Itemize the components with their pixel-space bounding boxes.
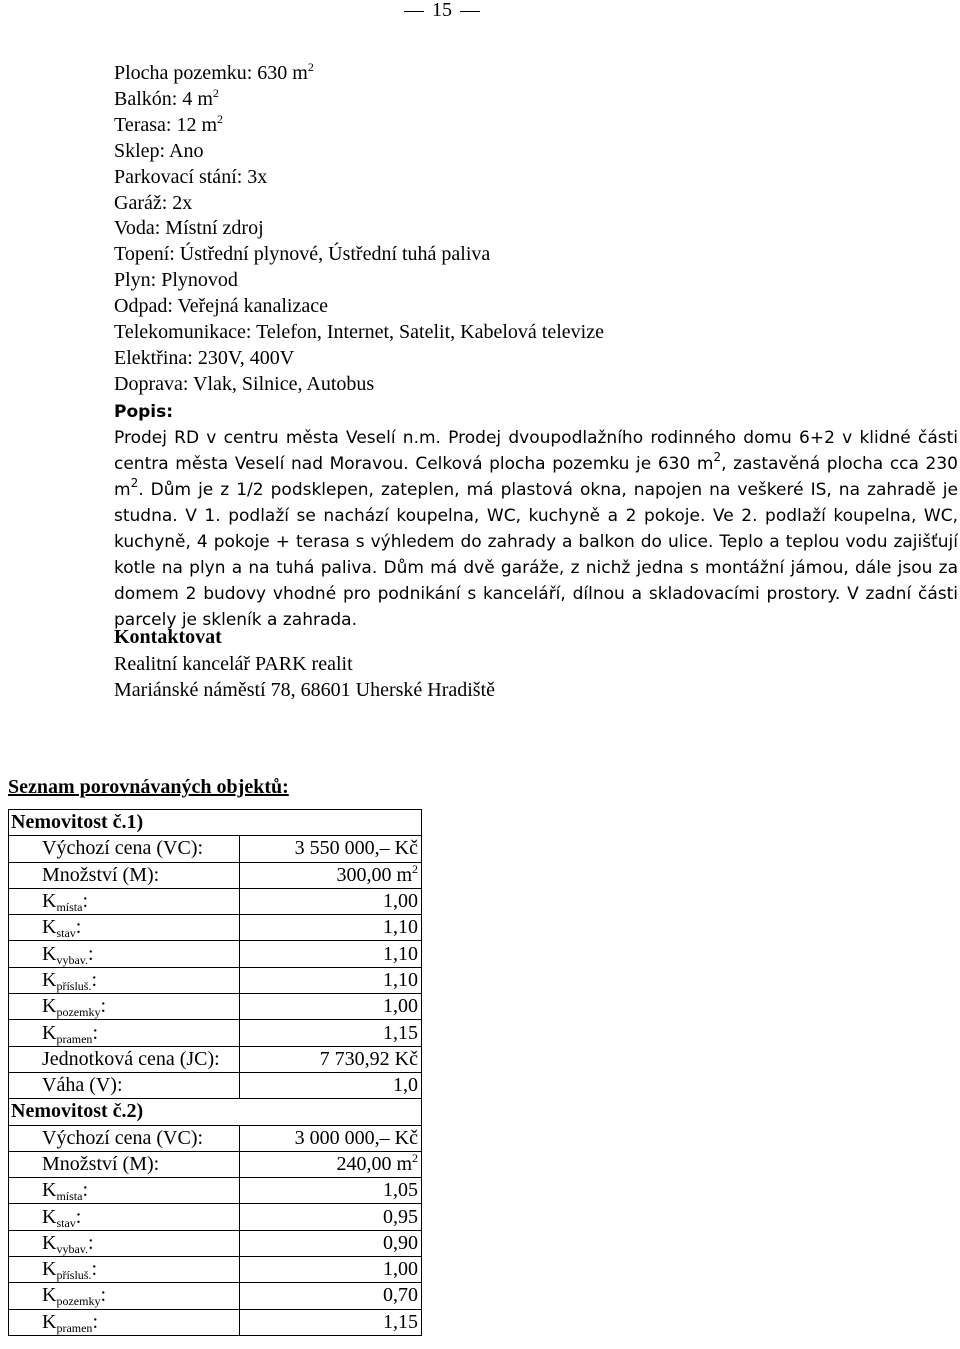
description-part-3: . Dům je z 1/2 podsklepen, zateplen, má plastová okna, napojen na veškeré IS, na zahradě je studna. V 1. podlaží se nachází koupelna, WC, kuchyně a 2 pokoje. Ve 2. podlaží koupelna, WC, kuchyně, 4 pokoje + terasa s výhledem do zahrady a balkon do ulice. Teplo a teplou vodu zajišťují kotle na plyn a na tuhá paliva. Dům má dvě garáže, z nichž jedna s montážní jámou, dále jsou za domem 2 budovy vhodné pro podnikání s kanceláří, dílnou a skladovacími prostory. V zadní části parcely je skleník a zahrada. xyxy=(114,480,958,630)
contact-heading: Kontaktovat xyxy=(114,626,222,648)
page-number-dash-right xyxy=(460,11,480,12)
attribute-text: Topení: Ústřední plynové, Ústřední tuhá paliva xyxy=(114,243,491,266)
table-row xyxy=(9,941,422,967)
row-label-text: K xyxy=(42,1258,57,1281)
attribute-line xyxy=(114,139,954,165)
attribute-line xyxy=(114,242,954,268)
row-label xyxy=(9,1204,240,1230)
attribute-line xyxy=(114,87,954,113)
row-value xyxy=(240,1283,422,1309)
attribute-sup: 2 xyxy=(212,85,219,100)
row-value-text: 1,00 xyxy=(383,995,418,1018)
row-label xyxy=(9,888,240,914)
description-part-2: , zastavěná plocha cca 230 m xyxy=(114,454,958,500)
attribute-text: Plyn: Plynovod xyxy=(114,269,238,292)
row-value xyxy=(240,836,422,862)
row-label-sub: místa xyxy=(56,900,83,915)
row-label xyxy=(9,836,240,862)
table-row xyxy=(9,1020,422,1046)
row-value-sup: 2 xyxy=(412,861,418,876)
row-label-text: K xyxy=(42,995,57,1018)
table-row xyxy=(9,1072,422,1098)
row-label-suffix: : xyxy=(100,995,107,1018)
row-label-sub: vybav. xyxy=(56,952,88,967)
row-value-text: 1,15 xyxy=(383,1021,418,1044)
attribute-line xyxy=(114,113,954,139)
row-label-text: K xyxy=(42,968,57,991)
row-label-text: Množství (M): xyxy=(42,863,160,886)
table-row xyxy=(9,836,422,862)
table-row xyxy=(9,1230,422,1256)
row-value xyxy=(240,1230,422,1256)
row-value xyxy=(240,1125,422,1151)
row-label-text: K xyxy=(42,890,57,913)
row-label-sub: pozemky xyxy=(56,1005,101,1020)
row-label xyxy=(9,941,240,967)
description-part-1: Prodej RD v centru města Veselí n.m. Prodej dvoupodlažního rodinného domu 6+2 v klidné části centra města Veselí nad Moravou. Celková plocha pozemku je 630 m xyxy=(114,428,958,474)
row-label-suffix: : xyxy=(91,968,98,991)
row-value-text: 1,15 xyxy=(383,1310,418,1333)
row-label xyxy=(9,1309,240,1335)
row-label-text: K xyxy=(42,1310,57,1333)
table-row xyxy=(9,1309,422,1335)
row-label-suffix: : xyxy=(75,916,82,939)
attribute-text: Voda: Místní zdroj xyxy=(114,217,264,240)
row-label xyxy=(9,1283,240,1309)
row-label-suffix: : xyxy=(82,890,89,913)
attribute-text: Parkovací stání: 3x xyxy=(114,165,268,188)
row-label-text: Váha (V): xyxy=(42,1074,123,1097)
attribute-line xyxy=(114,372,954,398)
table-row xyxy=(9,967,422,993)
attribute-line xyxy=(114,165,954,191)
row-label xyxy=(9,1230,240,1256)
row-label-suffix: : xyxy=(82,1179,89,1202)
row-label-sub: pozemky xyxy=(56,1294,101,1309)
row-label-text: K xyxy=(42,1205,57,1228)
row-label-sub: pramen xyxy=(56,1031,93,1046)
row-label-text: Výchozí cena (VC): xyxy=(42,1126,204,1149)
row-value-sup: 2 xyxy=(412,1151,418,1165)
property-title-row xyxy=(9,1099,422,1125)
contact-section xyxy=(114,624,495,704)
property-title: Nemovitost č.1) xyxy=(9,810,422,836)
property-title-row xyxy=(9,810,422,836)
table-row xyxy=(9,1204,422,1230)
row-value-text: 1,00 xyxy=(383,1258,418,1281)
attribute-text: Terasa: 12 m xyxy=(114,113,218,136)
row-label xyxy=(9,994,240,1020)
row-label-suffix: : xyxy=(91,1258,98,1281)
property-title: Nemovitost č.2) xyxy=(9,1099,422,1125)
table-row xyxy=(9,915,422,941)
contact-agency: Realitní kancelář PARK realit xyxy=(114,652,353,675)
row-value-text: 1,10 xyxy=(383,942,418,965)
page-number xyxy=(396,0,488,20)
attribute-line xyxy=(114,294,954,320)
row-label-suffix: : xyxy=(88,1231,94,1254)
row-label-sub: místa xyxy=(56,1189,83,1204)
row-label-sub: přísluš. xyxy=(56,1268,92,1283)
table-row xyxy=(9,1257,422,1283)
row-label xyxy=(9,1151,240,1177)
row-value xyxy=(240,1204,422,1230)
property-attributes-list xyxy=(114,61,954,398)
row-label-suffix: : xyxy=(100,1284,107,1307)
attribute-line xyxy=(114,191,954,217)
description-sup-2: 2 xyxy=(130,476,139,490)
attribute-line xyxy=(114,61,954,87)
row-value-text: 1,05 xyxy=(383,1179,418,1202)
row-label-suffix: : xyxy=(75,1205,82,1228)
row-value xyxy=(240,1257,422,1283)
attribute-line xyxy=(114,346,954,372)
row-label-text: Množství (M): xyxy=(42,1153,160,1175)
row-label-text: Výchozí cena (VC): xyxy=(42,837,204,860)
row-label xyxy=(9,1046,240,1072)
row-label-suffix: : xyxy=(92,1310,98,1333)
row-value xyxy=(240,941,422,967)
row-label-text: K xyxy=(42,1284,57,1307)
attribute-text: Garáž: 2x xyxy=(114,191,193,214)
attribute-text: Elektřina: 230V, 400V xyxy=(114,346,295,369)
row-value-text: 300,00 m xyxy=(336,863,412,886)
attribute-line xyxy=(114,268,954,294)
row-label xyxy=(9,862,240,888)
table-row xyxy=(9,1283,422,1309)
table-row xyxy=(9,862,422,888)
attribute-text: Odpad: Veřejná kanalizace xyxy=(114,295,328,318)
table-row xyxy=(9,1151,422,1177)
row-value xyxy=(240,862,422,888)
row-label xyxy=(9,1072,240,1098)
row-label-suffix: : xyxy=(92,1021,98,1044)
attribute-line xyxy=(114,320,954,346)
row-value-text: 1,10 xyxy=(383,968,418,991)
row-value xyxy=(240,915,422,941)
row-value-text: 3 000 000,– Kč xyxy=(294,1126,418,1149)
row-value-text: 240,00 m xyxy=(336,1153,412,1175)
attribute-text: Sklep: Ano xyxy=(114,139,204,162)
table-row xyxy=(9,994,422,1020)
row-label-text: K xyxy=(42,916,57,939)
row-value-text: 1,10 xyxy=(383,916,418,939)
table-row xyxy=(9,1178,422,1204)
attribute-text: Telekomunikace: Telefon, Internet, Satelit, Kabelová televize xyxy=(114,321,604,344)
row-value xyxy=(240,1178,422,1204)
row-label-sub: pramen xyxy=(56,1320,93,1335)
row-value-text: 1,0 xyxy=(393,1074,418,1097)
contact-address: Mariánské náměstí 78, 68601 Uherské Hradiště xyxy=(114,679,496,701)
attribute-line xyxy=(114,216,954,242)
row-value xyxy=(240,1072,422,1098)
row-value-text: 0,90 xyxy=(383,1231,418,1254)
row-value xyxy=(240,1309,422,1335)
table-row xyxy=(9,888,422,914)
description-sup-1: 2 xyxy=(713,450,722,464)
row-label-sub: přísluš. xyxy=(56,978,92,993)
row-label xyxy=(9,1020,240,1046)
attribute-text: Plocha pozemku: 630 m xyxy=(114,62,308,84)
row-value xyxy=(240,967,422,993)
description-paragraph xyxy=(114,425,958,633)
row-value-text: 3 550 000,– Kč xyxy=(294,837,418,860)
table-row xyxy=(9,1046,422,1072)
row-label xyxy=(9,915,240,941)
row-value-text: 1,00 xyxy=(383,890,418,913)
page-number-text: 15 xyxy=(432,0,452,21)
row-label-sub: stav xyxy=(56,1215,76,1230)
description-heading: Popis: xyxy=(114,402,174,422)
row-label xyxy=(9,1257,240,1283)
row-label xyxy=(9,1125,240,1151)
row-label-text: K xyxy=(42,1179,57,1202)
row-label-sub: stav xyxy=(56,926,76,941)
row-value-text: 7 730,92 Kč xyxy=(319,1047,418,1070)
row-label-text: K xyxy=(42,1021,57,1044)
row-label-text: K xyxy=(42,942,57,965)
row-value xyxy=(240,1046,422,1072)
attribute-sup: 2 xyxy=(217,111,224,126)
row-label-sub: vybav. xyxy=(56,1241,88,1256)
row-value xyxy=(240,994,422,1020)
row-label xyxy=(9,967,240,993)
row-value xyxy=(240,1151,422,1177)
row-value-text: 0,70 xyxy=(383,1284,418,1307)
page-number-dash-left xyxy=(404,11,424,12)
attribute-text: Doprava: Vlak, Silnice, Autobus xyxy=(114,372,375,395)
row-label-text: K xyxy=(42,1231,57,1254)
attribute-sup: 2 xyxy=(307,60,314,74)
comparison-table xyxy=(8,809,422,1336)
attribute-text: Balkón: 4 m xyxy=(114,87,213,110)
comparison-list-title: Seznam porovnávaných objektů: xyxy=(8,776,289,798)
row-value xyxy=(240,1020,422,1046)
description-section xyxy=(114,399,958,633)
row-value-text: 0,95 xyxy=(383,1205,418,1228)
row-label xyxy=(9,1178,240,1204)
row-value xyxy=(240,888,422,914)
row-label-suffix: : xyxy=(88,942,94,965)
table-row xyxy=(9,1125,422,1151)
row-label-text: Jednotková cena (JC): xyxy=(42,1047,220,1070)
